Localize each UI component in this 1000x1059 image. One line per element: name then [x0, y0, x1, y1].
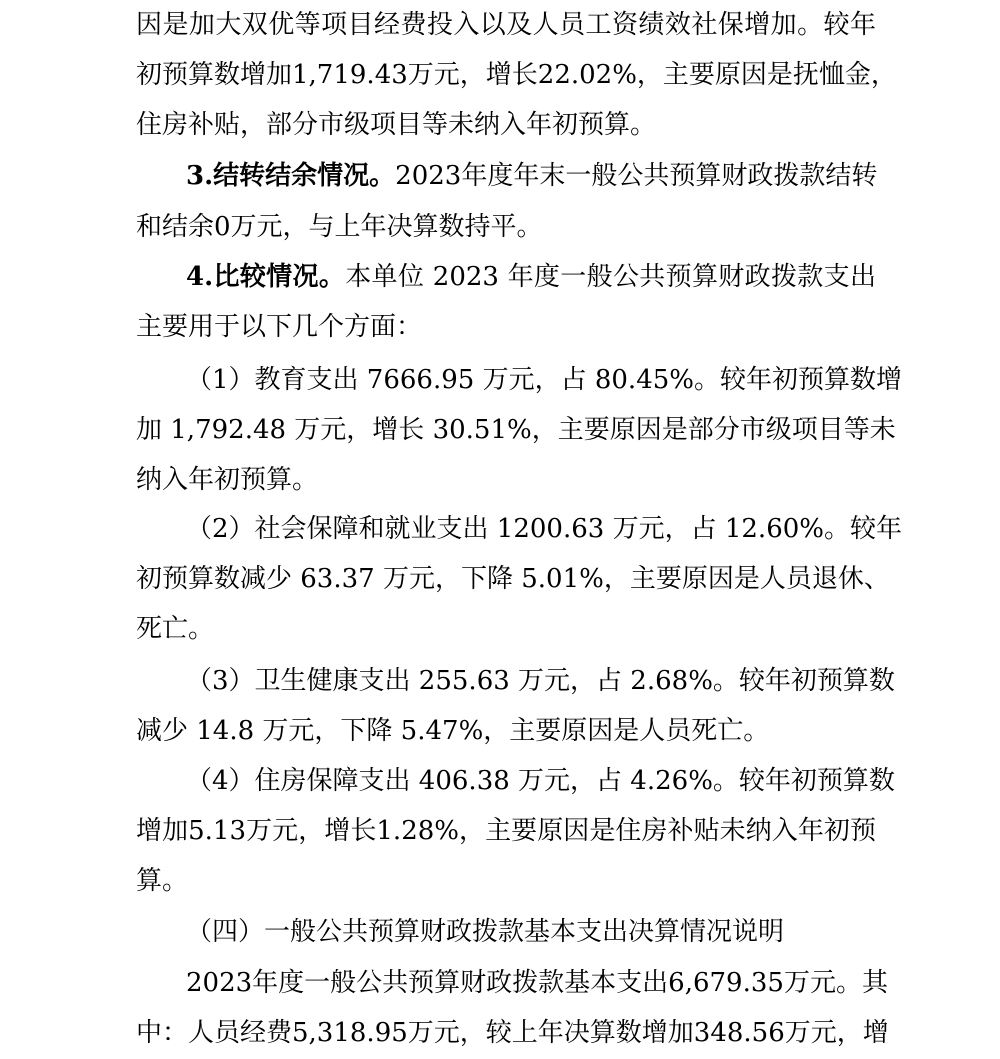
paragraph-line: 主要用于以下几个方面： [136, 312, 423, 342]
list-item-line: 加 1,792.48 万元，增长 30.51%，主要原因是部分市级项目等未 [136, 415, 896, 445]
list-item-line: 纳入年初预算。 [136, 465, 319, 495]
paragraph-line: 中：人员经费5,318.95万元，较上年决算数增加348.56万元，增 [136, 1018, 889, 1048]
paragraph-line: 2023年度一般公共预算财政拨款基本支出6,679.35万元。其 [186, 968, 888, 998]
list-item-line: 初预算数减少 63.37 万元，下降 5.01%，主要原因是人员退休、 [136, 564, 890, 594]
list-item-line: （2）社会保障和就业支出 1200.63 万元，占 12.60%。较年 [186, 514, 902, 544]
section-title: （四）一般公共预算财政拨款基本支出决算情况说明 [186, 917, 785, 947]
list-item-line: 死亡。 [136, 614, 215, 644]
list-item-line: （1）教育支出 7666.95 万元，占 80.45%。较年初预算数增 [186, 365, 902, 395]
paragraph-line [186, 260, 876, 294]
list-item-line: 减少 14.8 万元，下降 5.47%，主要原因是人员死亡。 [136, 716, 770, 746]
paragraph-line: 初预算数增加1,719.43万元，增长22.02%，主要原因是抚恤金， [136, 60, 897, 90]
paragraph-line: 住房补贴，部分市级项目等未纳入年初预算。 [136, 110, 657, 140]
list-item-line: （3）卫生健康支出 255.63 万元，占 2.68%。较年初预算数 [186, 666, 895, 696]
section-heading: 4.比较情况。 [186, 262, 346, 292]
list-item-line: 算。 [136, 866, 189, 896]
list-item-line: （4）住房保障支出 406.38 万元，占 4.26%。较年初预算数 [186, 766, 895, 796]
list-item-line: 增加5.13万元，增长1.28%，主要原因是住房补贴未纳入年初预 [136, 816, 876, 846]
paragraph-text: 2023年度年末一般公共预算财政拨款结转 [395, 161, 878, 191]
paragraph-line [186, 159, 876, 193]
section-heading: 3.结转结余情况。 [186, 161, 396, 191]
paragraph-line: 和结余0万元，与上年决算数持平。 [136, 212, 543, 242]
paragraph-line: 因是加大双优等项目经费投入以及人员工资绩效社保增加。较年 [136, 10, 876, 40]
paragraph-text: 本单位 2023 年度一般公共预算财政拨款支出 [345, 262, 876, 292]
